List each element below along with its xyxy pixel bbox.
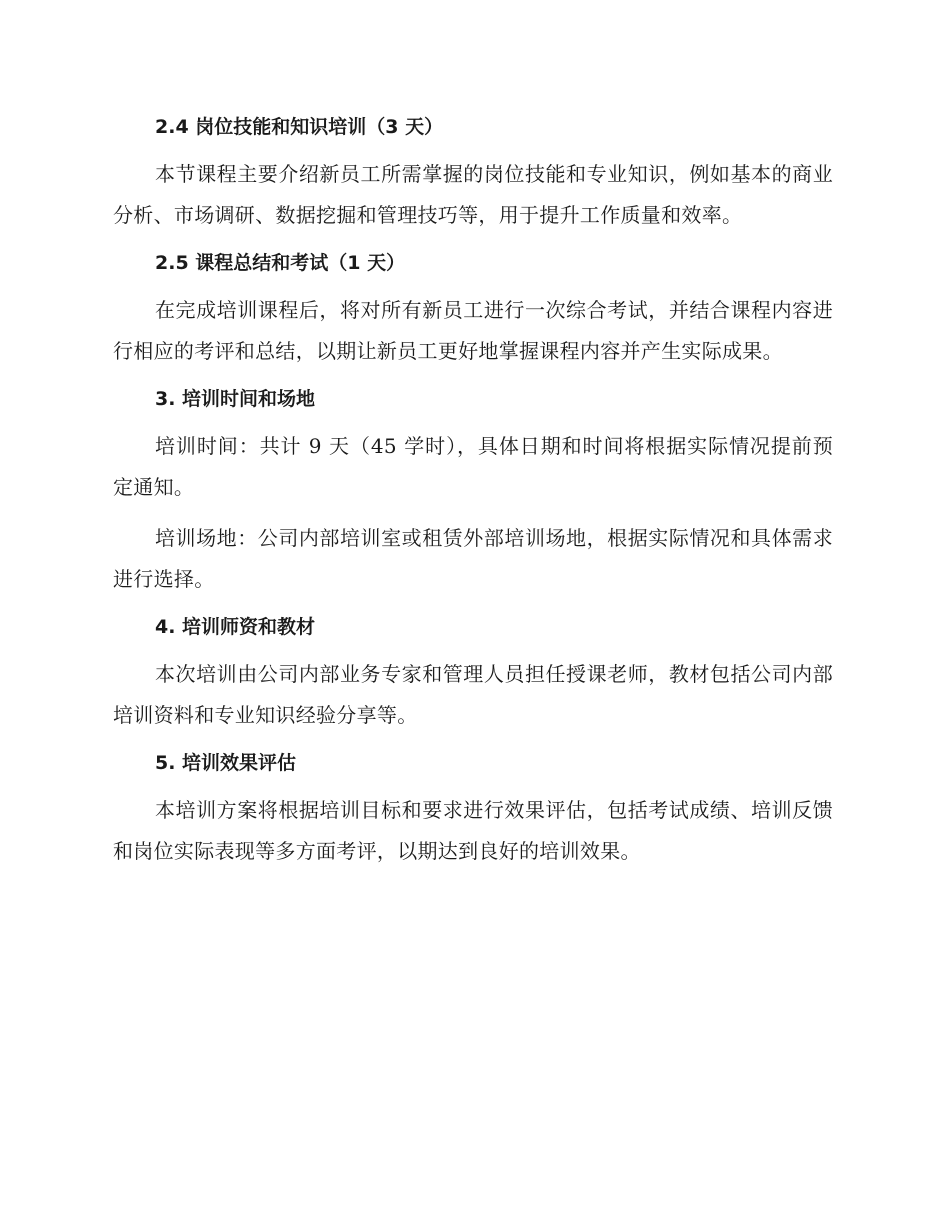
section-heading: 3. 培训时间和场地 (155, 388, 316, 410)
section-2-5 (113, 246, 833, 372)
section-paragraph: 本次培训由公司内部业务专家和管理人员担任授课老师，教材包括公司内部培训资料和专业知识经验分享等。 (113, 662, 833, 727)
section-paragraph: 在完成培训课程后，将对所有新员工进行一次综合考试，并结合课程内容进行相应的考评和总结，以期让新员工更好地掌握课程内容并产生实际成果。 (113, 298, 833, 363)
section-paragraph: 培训时间：共计 9 天（45 学时），具体日期和时间将根据实际情况提前预定通知。 (113, 434, 833, 499)
section-heading: 4. 培训师资和教材 (155, 616, 316, 638)
section-4 (113, 610, 833, 736)
section-paragraph: 本节课程主要介绍新员工所需掌握的岗位技能和专业知识，例如基本的商业分析、市场调研、数据挖掘和管理技巧等，用于提升工作质量和效率。 (113, 162, 833, 227)
section-2-4 (113, 110, 833, 236)
document-body (113, 110, 833, 882)
section-heading: 2.4 岗位技能和知识培训（3 天） (155, 116, 444, 138)
section-paragraph: 本培训方案将根据培训目标和要求进行效果评估，包括考试成绩、培训反馈和岗位实际表现等多方面考评，以期达到良好的培训效果。 (113, 798, 833, 863)
section-paragraph: 培训场地：公司内部培训室或租赁外部培训场地，根据实际情况和具体需求进行选择。 (113, 526, 833, 591)
section-heading: 5. 培训效果评估 (155, 752, 297, 774)
section-5 (113, 746, 833, 872)
section-heading: 2.5 课程总结和考试（1 天） (155, 252, 406, 274)
section-3 (113, 382, 833, 600)
